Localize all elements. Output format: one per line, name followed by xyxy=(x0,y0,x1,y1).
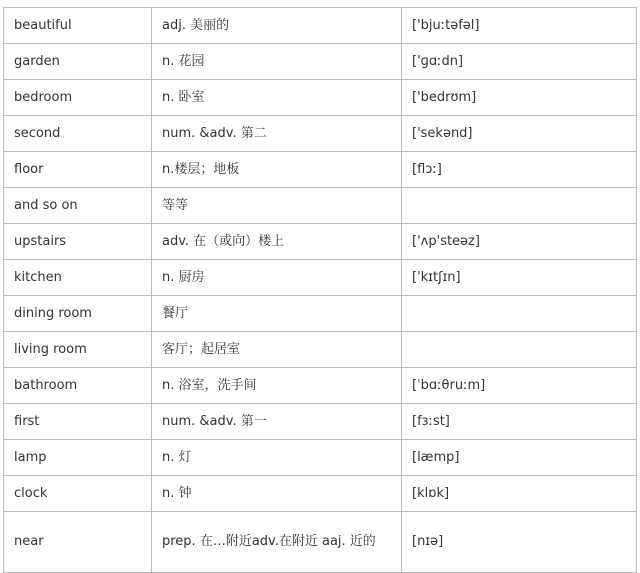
table-row xyxy=(4,8,637,44)
vocabulary-table-container xyxy=(3,7,637,573)
table-row xyxy=(4,188,637,224)
word-cell: clock xyxy=(4,476,152,512)
meaning-cell: 客厅；起居室 xyxy=(152,332,402,368)
meaning-cell: adj. 美丽的 xyxy=(152,8,402,44)
meaning-cell: num. &adv. 第二 xyxy=(152,116,402,152)
table-row xyxy=(4,152,637,188)
table-row xyxy=(4,332,637,368)
pronunciation-cell: [klɒk] xyxy=(402,476,637,512)
table-row xyxy=(4,368,637,404)
word-cell: upstairs xyxy=(4,224,152,260)
word-cell: lamp xyxy=(4,440,152,476)
pronunciation-cell: [ˈbɑːθruːm] xyxy=(402,368,637,404)
word-cell: and so on xyxy=(4,188,152,224)
vocabulary-table xyxy=(3,7,637,573)
table-row xyxy=(4,80,637,116)
word-cell: beautiful xyxy=(4,8,152,44)
table-row xyxy=(4,260,637,296)
meaning-cell: n. 花园 xyxy=(152,44,402,80)
meaning-cell: n.楼层；地板 xyxy=(152,152,402,188)
meaning-cell: n. 厨房 xyxy=(152,260,402,296)
pronunciation-cell: [læmp] xyxy=(402,440,637,476)
meaning-cell: adv. 在（或向）楼上 xyxy=(152,224,402,260)
word-cell: bathroom xyxy=(4,368,152,404)
word-cell: near xyxy=(4,512,152,573)
meaning-cell: num. &adv. 第一 xyxy=(152,404,402,440)
word-cell: dining room xyxy=(4,296,152,332)
pronunciation-cell: ['sekənd] xyxy=(402,116,637,152)
pronunciation-cell: ['ʌp'steəz] xyxy=(402,224,637,260)
pronunciation-cell xyxy=(402,188,637,224)
pronunciation-cell: ['ɡɑːdn] xyxy=(402,44,637,80)
pronunciation-cell xyxy=(402,296,637,332)
meaning-cell: n. 卧室 xyxy=(152,80,402,116)
meaning-cell: 等等 xyxy=(152,188,402,224)
table-row xyxy=(4,512,637,573)
table-row xyxy=(4,116,637,152)
meaning-cell: prep. 在…附近adv.在附近 aaj. 近的 xyxy=(152,512,402,573)
pronunciation-cell: [nɪə] xyxy=(402,512,637,573)
meaning-cell: n. 钟 xyxy=(152,476,402,512)
word-cell: second xyxy=(4,116,152,152)
word-cell: living room xyxy=(4,332,152,368)
table-row xyxy=(4,476,637,512)
meaning-cell: n. 灯 xyxy=(152,440,402,476)
table-row xyxy=(4,224,637,260)
pronunciation-cell xyxy=(402,332,637,368)
table-row xyxy=(4,296,637,332)
pronunciation-cell: ['kɪtʃɪn] xyxy=(402,260,637,296)
pronunciation-cell: ['bjuːtəfəl] xyxy=(402,8,637,44)
pronunciation-cell: [fɜːst] xyxy=(402,404,637,440)
pronunciation-cell: [flɔː] xyxy=(402,152,637,188)
meaning-cell: n. 浴室，洗手间 xyxy=(152,368,402,404)
word-cell: first xyxy=(4,404,152,440)
meaning-cell: 餐厅 xyxy=(152,296,402,332)
table-row xyxy=(4,404,637,440)
table-row xyxy=(4,44,637,80)
word-cell: bedroom xyxy=(4,80,152,116)
pronunciation-cell: ['bedrʊm] xyxy=(402,80,637,116)
table-row xyxy=(4,440,637,476)
word-cell: floor xyxy=(4,152,152,188)
word-cell: kitchen xyxy=(4,260,152,296)
word-cell: garden xyxy=(4,44,152,80)
